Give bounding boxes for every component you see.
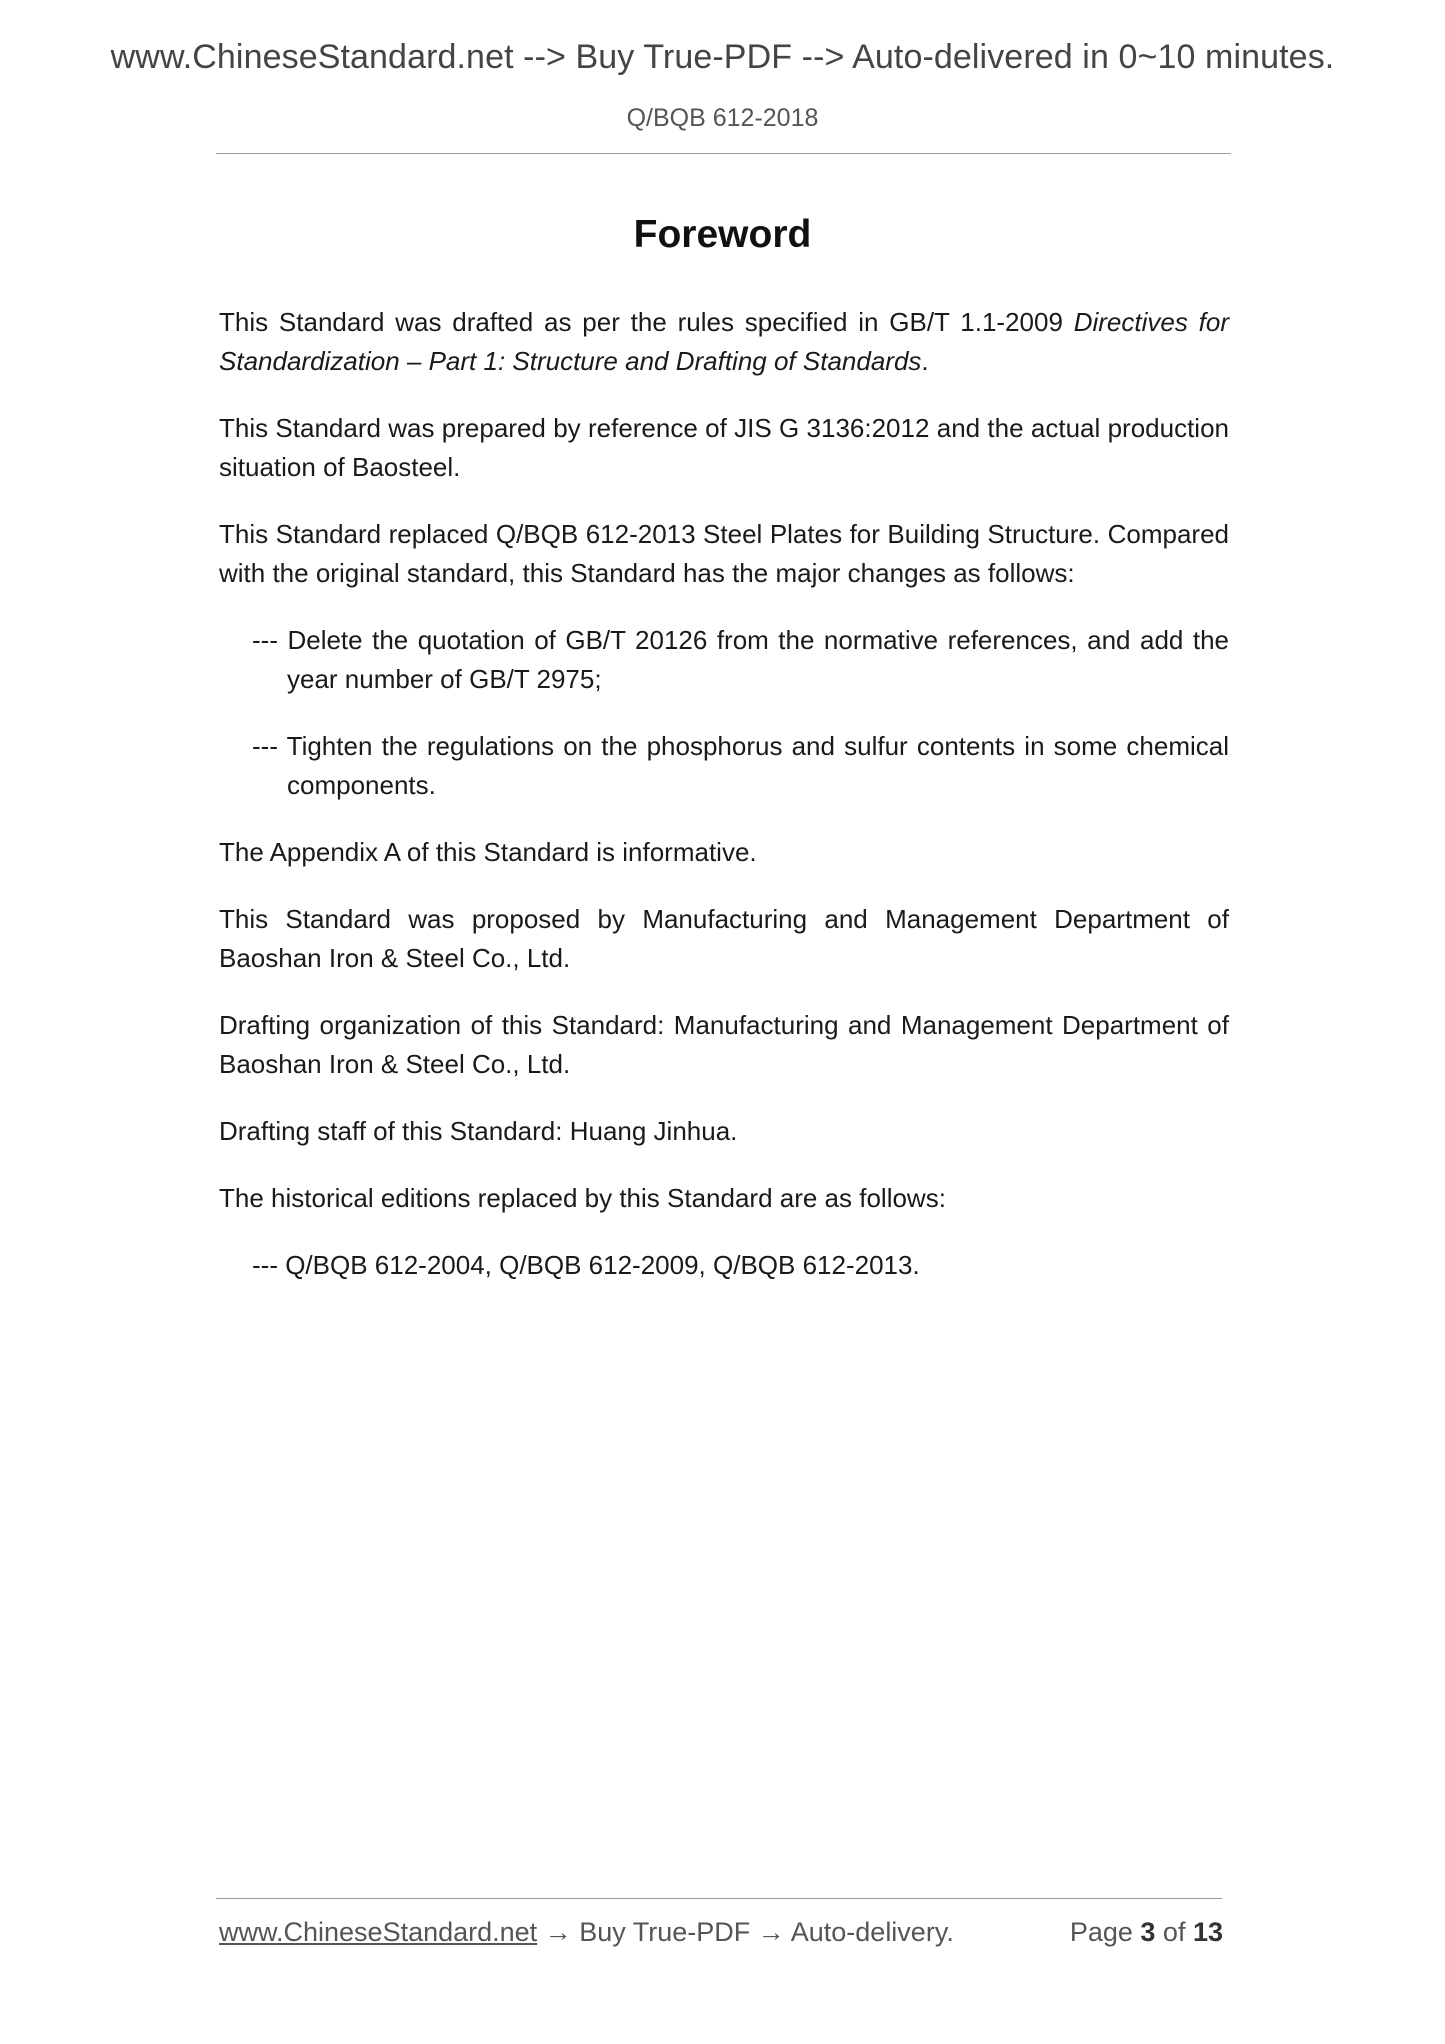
paragraph-proposed-by: This Standard was proposed by Manufacturing and Management Department of Baoshan Iron & Steel Co., Ltd. [219,904,1229,973]
paragraph-drafting-staff: Drafting staff of this Standard: Huang Jinhua. [219,1116,738,1146]
foreword-body [219,303,1229,1313]
page-label: Page [1069,1917,1141,1947]
directive-title: Directives for Standardization – Part 1: Structure and Drafting of Standards [219,307,1229,376]
page-of: of [1155,1917,1193,1947]
document-id: Q/BQB 612-2018 [626,104,819,132]
page-current: 3 [1140,1917,1156,1947]
paragraph-historical-editions: The historical editions replaced by this Standard are as follows: [219,1183,946,1213]
paragraph-drafting-organization: Drafting organization of this Standard: Manufacturing and Management Department of Baoshan Iron & Steel Co., Ltd. [219,1010,1229,1079]
footer-tagline: → Buy True-PDF → Auto-delivery. [537,1917,954,1947]
footer-left [219,1917,954,1948]
page-total: 13 [1192,1917,1223,1947]
paragraph-replaced: This Standard replaced Q/BQB 612-2013 Steel Plates for Building Structure. Compared with the original standard, this Standard has the major changes as follows: [219,519,1229,588]
change-item: --- Delete the quotation of GB/T 20126 from the normative references, and add the year number of GB/T 2975; [252,625,1229,694]
header-rule [216,153,1231,154]
paragraph-appendix: The Appendix A of this Standard is informative. [219,837,757,867]
drafting-rules-text: This Standard was drafted as per the rules specified in GB/T 1.1-2009 [219,307,1074,337]
drafting-rules-end: . [921,346,929,376]
history-item: --- Q/BQB 612-2004, Q/BQB 612-2009, Q/BQB 612-2013. [252,1250,920,1280]
footer-site-link[interactable]: www.ChineseStandard.net [219,1917,538,1947]
page-footer [219,1917,1223,1951]
page-number [1070,1917,1223,1948]
change-item: --- Tighten the regulations on the phosphorus and sulfur contents in some chemical components. [252,731,1229,800]
paragraph-reference: This Standard was prepared by reference of JIS G 3136:2012 and the actual production situation of Baosteel. [219,413,1229,482]
top-banner: www.ChineseStandard.net --> Buy True-PDF --> Auto-delivered in 0~10 minutes. [110,38,1335,76]
footer-rule [216,1898,1222,1899]
paragraph-drafting-rules [219,303,1229,381]
page-title: Foreword [633,213,812,256]
